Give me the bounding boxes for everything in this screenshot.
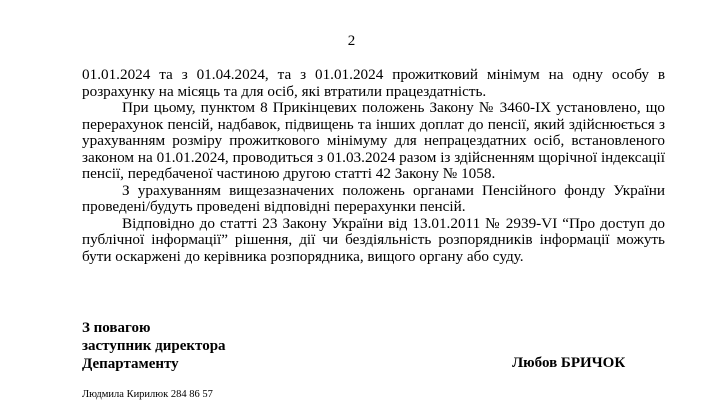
paragraph-appeal: Відповідно до статті 23 Закону України від 13.01.2011 № 2939-VI “Про доступ до публічної інформації” рішення, дії чи бездіяльність розпорядників інформації можуть бути оскаржені до керівника розпорядника, вищого органу або суду. (82, 214, 665, 265)
signature-name: Любов БРИЧОК (512, 355, 626, 371)
signature-position: заступник директора (82, 338, 226, 354)
letter-body (82, 67, 665, 265)
executor-contact: Людмила Кирилюк 284 86 57 (82, 389, 213, 400)
signature-department: Департаменту (82, 356, 179, 372)
paragraph-pension-fund: З урахуванням вищезазначених положень органами Пенсійного фонду України проведені/будуть проведені відповідні перерахунки пенсій. (82, 181, 665, 215)
paragraph-recalculation: При цьому, пунктом 8 Прикінцевих положень Закону № 3460-IX установлено, що перерахунок пенсій, надбавок, підвищень та інших доплат до пенсії, який здійснюється з урахуванням розміру прожиткового мінімуму для непрацездатних осіб, встановленого законом на 01.01.2024, проводиться з 01.03.2024 разом із здійсненням щорічної індексації пенсії, передбаченої частиною другою статті 42 Закону № 1058. (82, 99, 665, 182)
paragraph-continuation: 01.01.2024 та з 01.04.2024, та з 01.01.2024 прожитковий мінімум на одну особу в розрахунку на місяць та для осіб, які втратили працездатність. (82, 66, 665, 100)
page-number: 2 (347, 33, 356, 49)
signature-greeting: З повагою (82, 320, 151, 336)
